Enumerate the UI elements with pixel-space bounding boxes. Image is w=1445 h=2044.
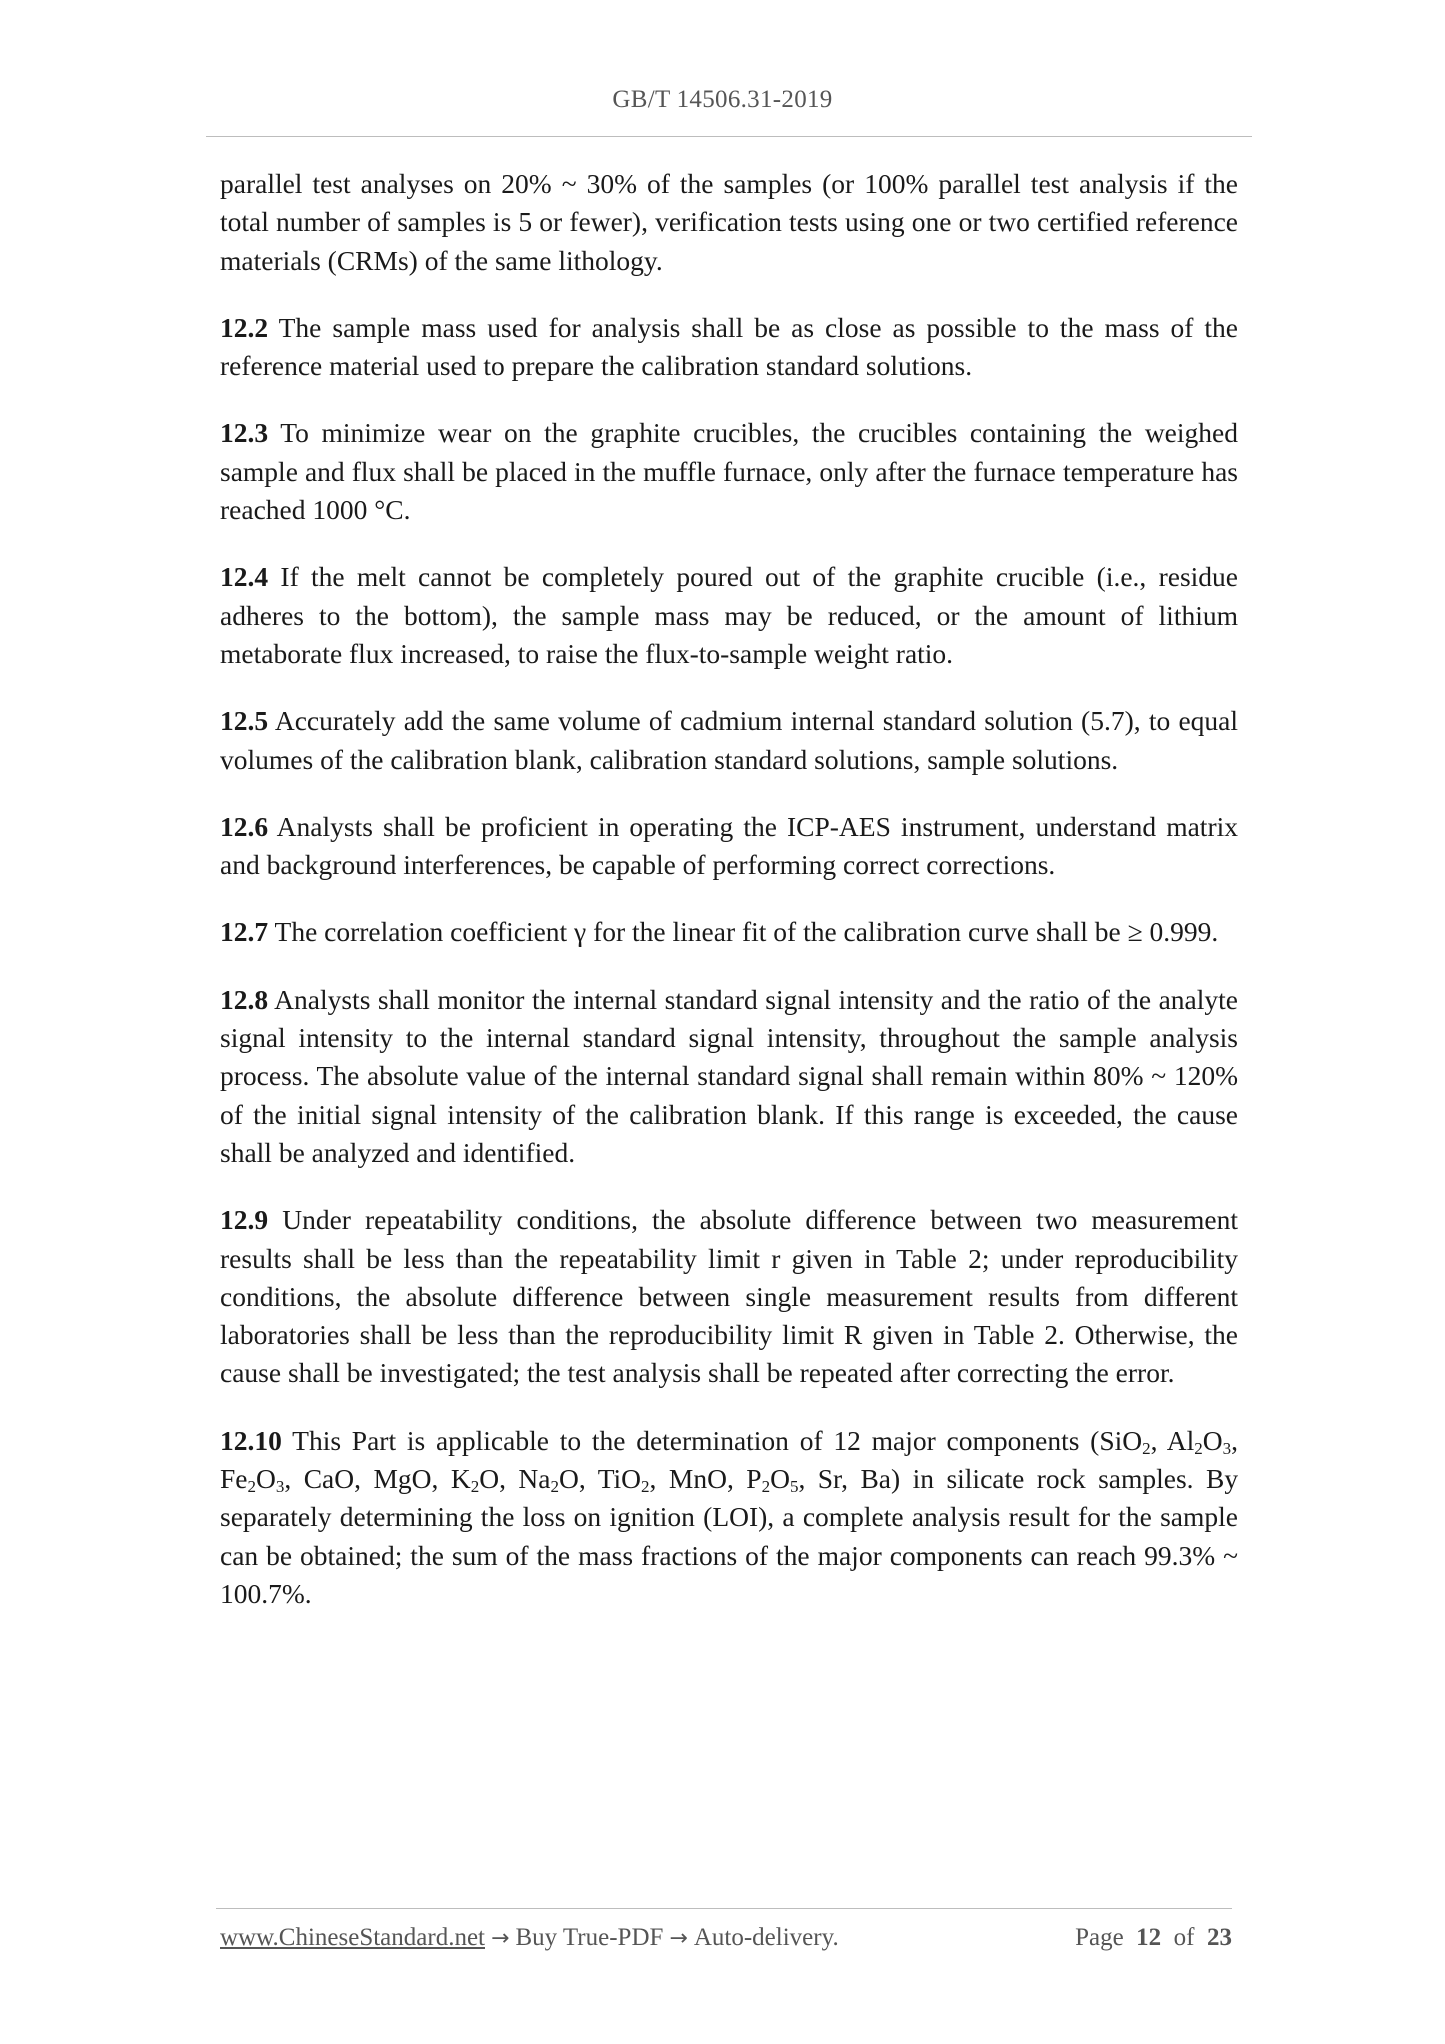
- clause-12-8: [220, 981, 1238, 1172]
- arrow-right-icon: →: [669, 1926, 688, 1951]
- chemical-formula: [304, 1463, 354, 1494]
- page-header: GB/T 14506.31-2019: [612, 86, 833, 113]
- clause-number: 12.2: [220, 311, 269, 343]
- chemical-formula: [373, 1463, 431, 1494]
- clause-text: To minimize wear on the graphite crucibles, the crucibles containing the weighed sample and flux shall be placed in the muffle furnace, only after the furnace temperature has reached 1000 °C.: [220, 417, 1238, 526]
- formula-subscript: 2: [1142, 1438, 1151, 1458]
- formula-part: SiO: [1099, 1424, 1143, 1456]
- formula-subscript: 2: [470, 1477, 480, 1497]
- formula-part: O: [1202, 1424, 1223, 1456]
- chemical-formula: [450, 1463, 500, 1497]
- footer-divider: [216, 1908, 1232, 1909]
- chemical-formula: [597, 1463, 650, 1497]
- clause-number: 12.3: [220, 417, 269, 449]
- chemical-formula: [746, 1463, 799, 1497]
- clause-12-4: [220, 558, 1238, 673]
- chemical-formula: [818, 1463, 841, 1494]
- chemical-formula: [669, 1463, 727, 1494]
- clause-12-10: [220, 1422, 1238, 1613]
- formula-subscript: 3: [275, 1477, 285, 1497]
- buy-true-pdf-text: Buy True-PDF: [515, 1924, 664, 1951]
- clause-text: Analysts shall monitor the internal standard signal intensity and the ratio of the analyte signal intensity to the internal standard signal intensity, throughout the sample analysis process. The absolute value of the internal standard signal shall remain within 80% ~ 120% of the initial signal intensity of the calibration blank. If this range is exceeded, the cause shall be analyzed and identified.: [220, 983, 1238, 1168]
- formula-part: MgO: [373, 1463, 432, 1495]
- formula-part: Sr: [817, 1463, 842, 1495]
- formula-part: MnO: [668, 1463, 727, 1495]
- formula-subscript: 5: [789, 1477, 799, 1497]
- clause-number: 12.9: [220, 1204, 269, 1236]
- formula-part: Al: [1166, 1424, 1195, 1456]
- clause-text: The correlation coefficient γ for the linear fit of the calibration curve shall be ≥ 0.999.: [274, 916, 1219, 948]
- formula-part: O: [479, 1463, 500, 1495]
- formula-subscript: 2: [247, 1477, 256, 1497]
- clause-lead-text: This Part is applicable to the determination of 12 major components (: [292, 1424, 1100, 1456]
- clause-text: Under repeatability conditions, the absolute difference between two measurement results shall be less than the repeatability limit r given in Table 2; under reproducibility conditions, the absolute difference between single measurement results from different laboratories shall be less than the reproducibility limit R given in Table 2. Otherwise, the cause shall be investigated; the test analysis shall be repeated after correcting the error.: [220, 1204, 1239, 1389]
- clause-text: Accurately add the same volume of cadmium internal standard solution (5.7), to equal volumes of the calibration blank, calibration standard solutions, sample solutions.: [220, 705, 1239, 775]
- document-body: [220, 165, 1238, 1642]
- formula-part: Ba: [860, 1463, 892, 1495]
- clause-12-2: [220, 309, 1238, 386]
- formula-part: CaO: [303, 1463, 355, 1495]
- current-page-number: 12: [1136, 1924, 1162, 1951]
- clause-text: The sample mass used for analysis shall be as close as possible to the mass of the reference material used to prepare the calibration standard solutions.: [220, 311, 1238, 382]
- formula-part: O: [770, 1463, 790, 1495]
- page-indicator: [1075, 1924, 1232, 1952]
- intro-paragraph: parallel test analyses on 20% ~ 30% of the samples (or 100% parallel test analysis if the total number of samples is 5 or fewer), verification tests using one or two certified reference materials (CRMs) of the same lithology.: [220, 168, 1238, 276]
- arrow-right-icon: →: [491, 1926, 510, 1951]
- total-pages-number: 23: [1207, 1924, 1232, 1951]
- formula-part: O: [256, 1463, 276, 1495]
- formula-part: TiO: [597, 1463, 642, 1495]
- chemical-formula: [860, 1463, 891, 1494]
- formula-subscript: 2: [761, 1477, 771, 1497]
- clause-number: 12.5: [220, 705, 269, 737]
- formula-part: Na: [518, 1463, 551, 1495]
- page-of-label: of: [1173, 1924, 1195, 1951]
- clause-number: 12.10: [220, 1424, 282, 1456]
- clause-12-7: [220, 913, 1238, 951]
- chemical-formula: [220, 1463, 285, 1497]
- clause-text: If the melt cannot be completely poured out of the graphite crucible (i.e., residue adheres to the bottom), the sample mass may be reduced, or the amount of lithium metaborate flux increased, to raise the flux-to-sample weight ratio.: [220, 561, 1238, 669]
- component-list: SiO$_2$, $Al_2O_3$, $Fe_2O_3$, CaO, MgO, $K_2O$, $Na_2O$, TiO$_2$, MnO, $P_2O_5$, Sr, Ba: [220, 1424, 1238, 1497]
- page-label: Page: [1075, 1924, 1124, 1951]
- website-link[interactable]: www.ChineseStandard.net: [220, 1924, 485, 1951]
- formula-subscript: 3: [1222, 1438, 1232, 1458]
- clause-number: 12.8: [220, 983, 269, 1015]
- clause-12-9: [220, 1201, 1238, 1392]
- formula-subscript: 2: [641, 1477, 650, 1497]
- clause-number: 12.4: [220, 561, 269, 593]
- formula-subscript: 2: [1194, 1438, 1203, 1458]
- clause-text: Analysts shall be proficient in operating the ICP-AES instrument, understand matrix and background interferences, be capable of performing correct corrections.: [220, 810, 1238, 881]
- header-divider: [206, 136, 1252, 137]
- auto-delivery-text: Auto-delivery.: [693, 1924, 839, 1951]
- clause-number: 12.6: [220, 810, 269, 842]
- chemical-formula: [1167, 1425, 1231, 1456]
- clause-12-6: [220, 808, 1238, 885]
- clause-number: 12.7: [220, 916, 269, 948]
- clause-tail-text: ) in silicate rock samples. By separately determining the loss on ignition (LOI), a complete analysis result for the sample can be obtained; the sum of the mass fractions of the major components can reach 99.3% ~ 100.7%.: [220, 1463, 1239, 1609]
- footer-promo: [220, 1924, 839, 1952]
- formula-part: K: [450, 1463, 471, 1495]
- formula-part: P: [746, 1463, 762, 1495]
- clause-12-5: [220, 702, 1238, 779]
- chemical-formula: [518, 1463, 579, 1497]
- page-footer: [220, 1924, 1232, 1964]
- formula-part: Fe: [220, 1463, 248, 1495]
- chemical-formula: [1099, 1425, 1150, 1456]
- formula-part: O: [559, 1463, 579, 1495]
- formula-subscript: 2: [550, 1477, 559, 1497]
- clause-12-3: [220, 414, 1238, 529]
